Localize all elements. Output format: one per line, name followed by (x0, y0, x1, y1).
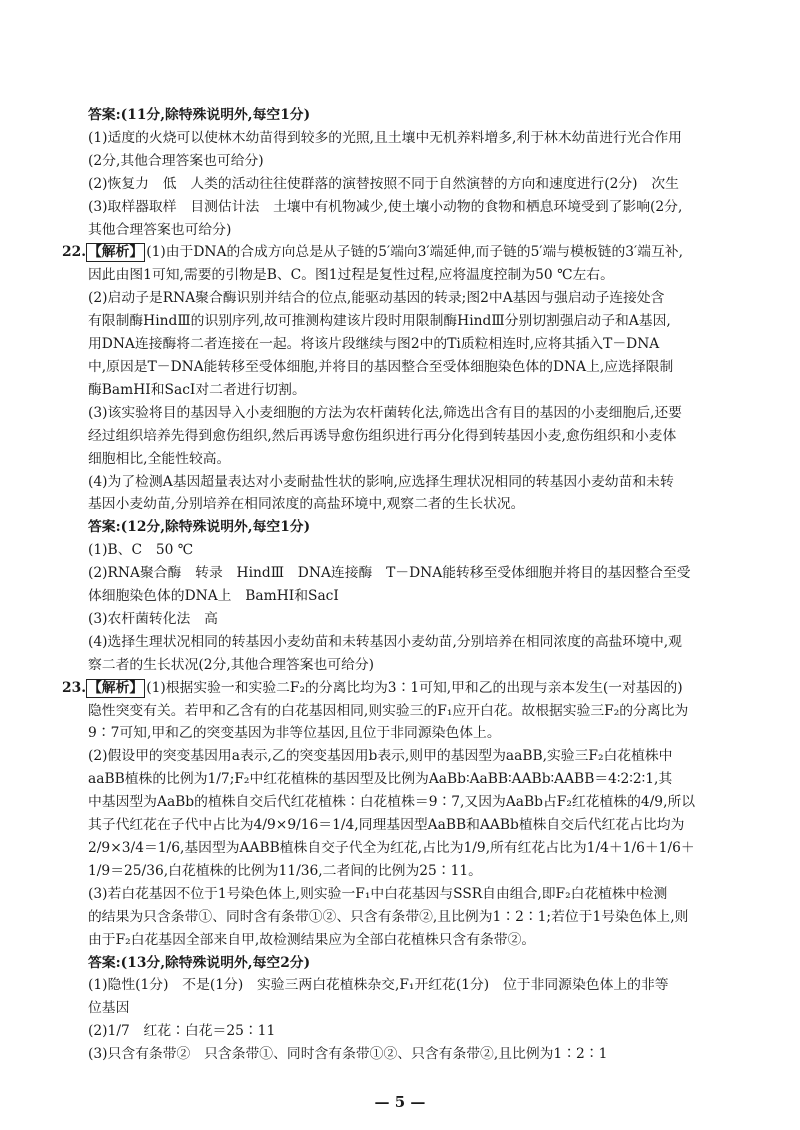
q23-analysis-line: 中基因型为AaBb的植株自交后代红花植株∶白花植株＝9∶7,又因为AaBb占F₂红花植株的4/9,所以 (88, 794, 696, 811)
q23-answer-heading: 答案:(13分,除特殊说明外,每空2分) (88, 954, 311, 971)
q23-analysis-line: 由于F₂白花基因全部来自甲,故检测结果应为全部白花植株只含有条带②。 (88, 931, 536, 948)
q22-analysis-line: 有限制酶HindⅢ的识别序列,故可推测构建该片段时用限制酶HindⅢ分别切割强启动子和A基因, (88, 313, 671, 330)
q22-analysis-text: (1)由于DNA的合成方向总是从子链的5′端向3′端延伸,而子链的5′端与模板链的3′端互补, (146, 244, 683, 261)
q22-answer-line: (2)RNA聚合酶 转录 HindⅢ DNA连接酶 T－DNA能转移至受体细胞并将目的基因整合至受 (88, 565, 691, 582)
q22-answer-line: 体细胞染色体的DNA上 BamHⅠ和SacⅠ (88, 588, 339, 605)
q22-answer-line: 察二者的生长状况(2分,其他合理答案也可给分) (88, 656, 375, 673)
q22-answer-line: (3)农杆菌转化法 高 (88, 610, 218, 627)
q22-block (62, 241, 760, 676)
q22-analysis-line: 细胞相比,全能性较高。 (88, 450, 231, 467)
q22-analysis-line: (3)该实验将目的基因导入小麦细胞的方法为农杆菌转化法,筛选出含有目的基因的小麦细胞后,还要 (88, 404, 682, 421)
q23-analysis-line: (2)假设甲的突变基因用a表示,乙的突变基因用b表示,则甲的基因型为aaBB,实验三F₂白花植株中 (88, 748, 673, 765)
q23-analysis-line: (3)若白花基因不位于1号染色体上,则实验一F₁中白花基因与SSR自由组合,即F₂白花植株中检测 (88, 885, 668, 902)
q22-number: 22. (62, 244, 87, 261)
q23-block (62, 677, 760, 1066)
q23-answer-line: (1)隐性(1分) 不是(1分) 实验三两白花植株杂交,F₁开红花(1分) 位于非同源染色体上的非等 (88, 977, 669, 994)
q23-analysis-line: 1/9＝25/36,白花植株的比例为11/36,二者间的比例为25∶11。 (88, 862, 482, 879)
q22-answer-line: (1)B、C 50 ℃ (88, 542, 194, 559)
q22-answer-heading: 答案:(12分,除特殊说明外,每空1分) (88, 519, 311, 536)
q22-analysis-line: 基因小麦幼苗,分别培养在相同浓度的高盐环境中,观察二者的生长状况。 (88, 496, 525, 513)
q22-analysis-line: 经过组织培养先得到愈伤组织,然后再诱导愈伤组织进行再分化得到转基因小麦,愈伤组织和小麦体 (88, 427, 677, 444)
q23-answer-line: (2)1/7 红花∶白花＝25∶11 (88, 1023, 276, 1040)
q21-line: (2)恢复力 低 人类的活动往往使群落的演替按照不同于自然演替的方向和速度进行(2分) 次生 (88, 175, 679, 192)
q22-analysis-line: (2)启动子是RNA聚合酶识别并结合的位点,能驱动基因的转录;图2中A基因与强启动子连接处含 (88, 290, 665, 307)
page-number: — 5 — (374, 1093, 426, 1111)
q21-line: (3)取样器取样 目测估计法 土壤中有机物减少,使土壤小动物的食物和栖息环境受到了影响(2分, (88, 198, 683, 215)
q22-analysis-line: 用DNA连接酶将二者连接在一起。将该片段继续与图2中的Ti质粒相连时,应将其插入T－DNA (88, 336, 660, 353)
q22-analysis-line: 酶BamHⅠ和SacⅠ对二者进行切割。 (88, 381, 306, 398)
q22-analysis-line: (4)为了检测A基因超量表达对小麦耐盐性状的影响,应选择生理状况相同的转基因小麦幼苗和未转 (88, 473, 674, 490)
q22-analysis-tag: 【解析】 (88, 244, 144, 261)
q23-analysis-line: 隐性突变有关。若甲和乙含有的白花基因相同,则实验三的F₁应开白花。故根据实验三F₂的分离比为 (88, 702, 689, 719)
q23-analysis-line: 2/9×3/4＝1/6,基因型为AABB植株自交子代全为红花,占比为1/9,所有红花占比为1/4＋1/6＋1/6＋ (88, 840, 695, 856)
q23-analysis-line: 的结果为只含条带①、同时含有条带①②、只含有条带②,且比例为1∶2∶1;若位于1号染色体上,则 (88, 908, 689, 925)
q23-analysis-text: (1)根据实验一和实验二F₂的分离比均为3∶1可知,甲和乙的出现与亲本发生(一对基因的) (146, 679, 683, 696)
q22-analysis-line: 因此由图1可知,需要的引物是B、C。图1过程是复性过程,应将温度控制为50 ℃左右。 (88, 267, 614, 284)
q21-line: (1)适度的火烧可以使林木幼苗得到较多的光照,且土壤中无机养料增多,利于林木幼苗进行光合作用 (88, 129, 682, 146)
q23-answer-line: (3)只含有条带② 只含条带①、同时含有条带①②、只含有条带②,且比例为1∶2∶1 (88, 1046, 608, 1063)
q23-answer-line: 位基因 (88, 1000, 130, 1017)
q23-analysis-line: 其子代红花在子代中占比为4/9×9/16＝1/4,同理基因型AaBB和AABb植株自交后代红花占比均为 (88, 817, 685, 834)
q23-number: 23. (62, 679, 87, 696)
q21-block (88, 104, 760, 241)
q22-analysis-line: 中,原因是T－DNA能转移至受体细胞,并将目的基因整合至受体细胞染色体的DNA上,应选择限制 (88, 358, 674, 375)
q21-line: (2分,其他合理答案也可给分) (88, 152, 264, 169)
q23-analysis-line: aaBB植株的比例为1/7;F₂中红花植株的基因型及比例为AaBb∶AaBB∶AABb∶AABB＝4∶2∶2∶1,其 (88, 771, 673, 788)
q23-analysis-tag: 【解析】 (88, 679, 144, 696)
q21-line: 其他合理答案也可给分) (88, 221, 232, 238)
q21-answer-heading: 答案:(11分,除特殊说明外,每空1分) (88, 107, 311, 123)
q22-answer-line: (4)选择生理状况相同的转基因小麦幼苗和未转基因小麦幼苗,分别培养在相同浓度的高盐环境中,观 (88, 633, 682, 650)
q23-analysis-line: 9∶7可知,甲和乙的突变基因为非等位基因,且位于非同源染色体上。 (88, 725, 501, 742)
q22-analysis-first-line (62, 241, 760, 264)
q23-analysis-first-line (62, 677, 760, 700)
